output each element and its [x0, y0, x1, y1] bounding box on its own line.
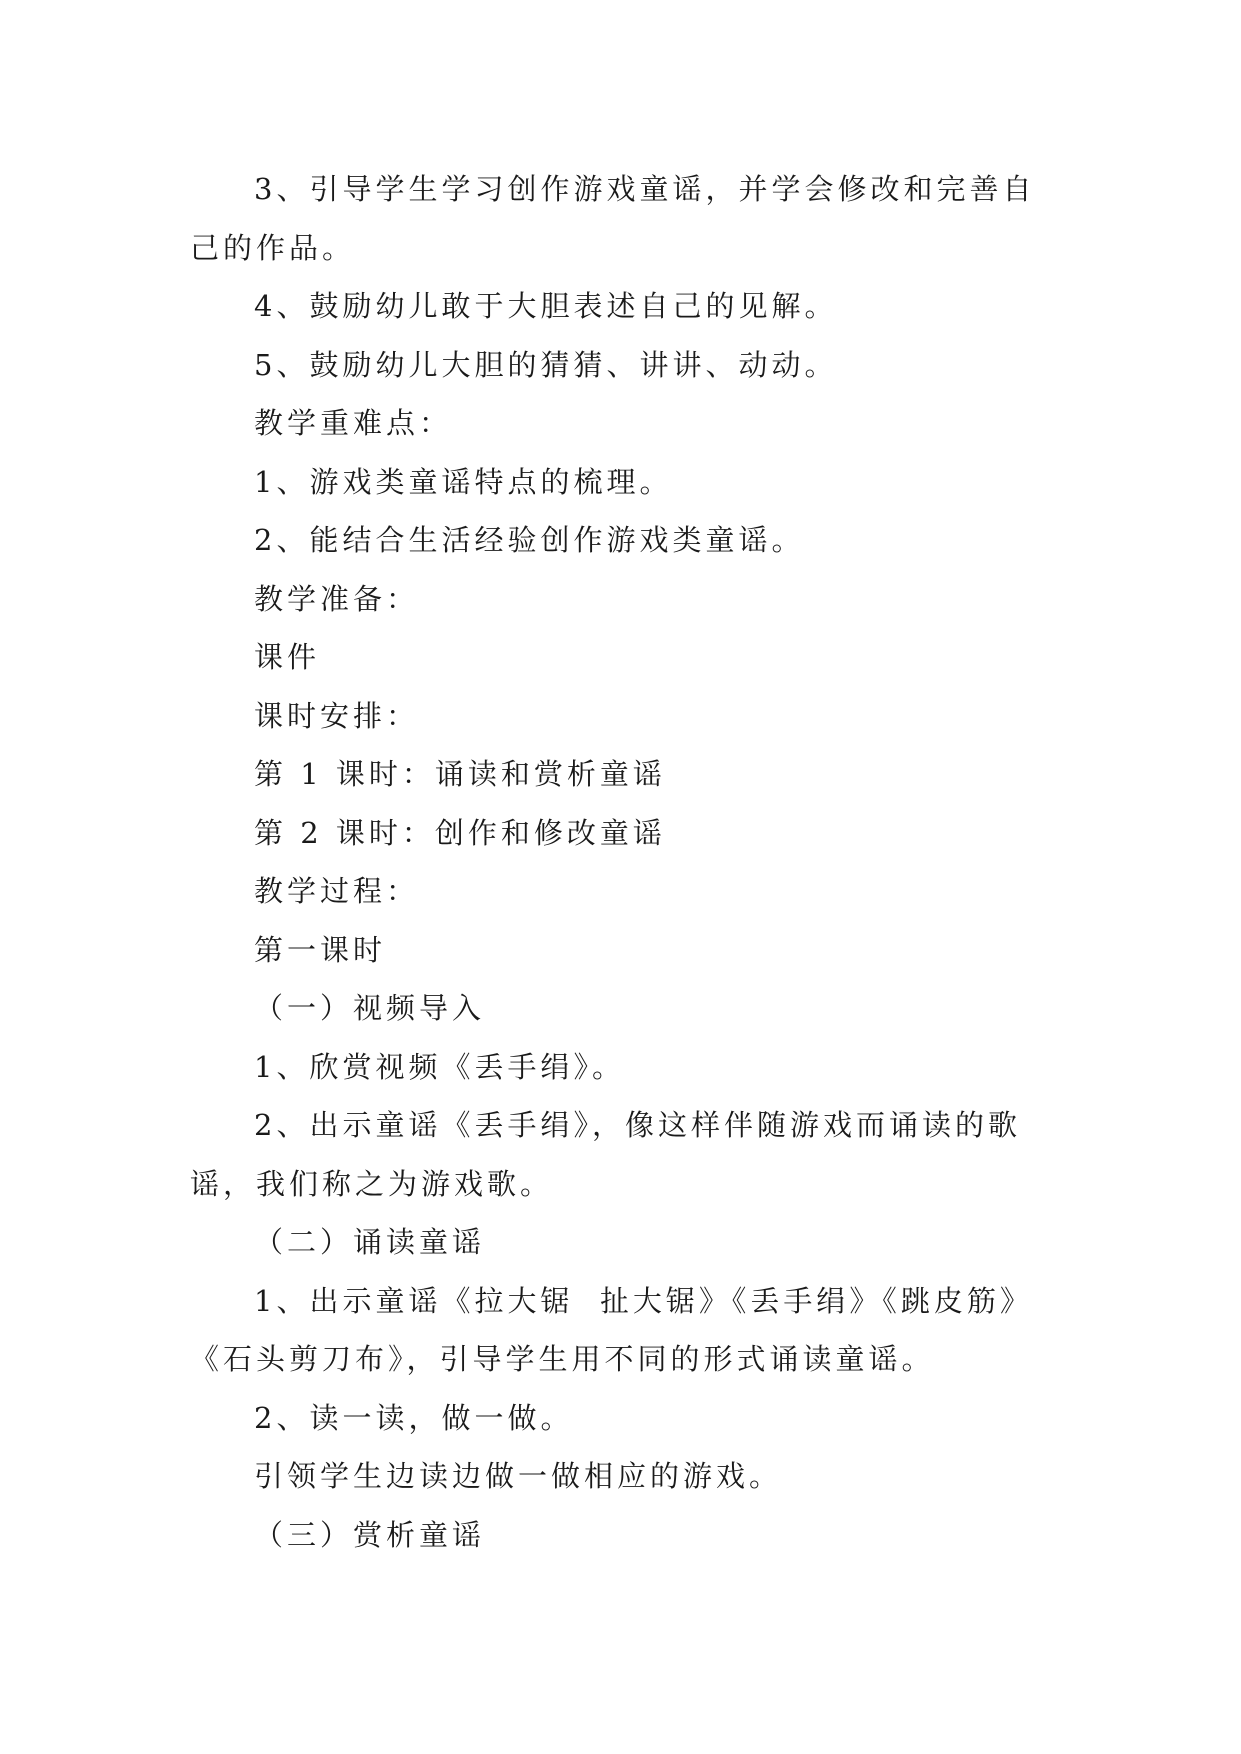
recite-step-note: 引领学生边读边做一做相应的游戏。 — [254, 1459, 783, 1493]
section-heading-preparation: 教学准备： — [254, 581, 420, 616]
lesson-heading-first: 第一课时 — [254, 932, 387, 967]
subsection-heading-video: （一）视频导入 — [254, 991, 486, 1025]
key-point-2: 2、能结合生活经验创作游戏类童谣。 — [254, 523, 805, 557]
objective-3: 3、引导学生学习创作游戏童谣，并学会修改和完善自己的作品。 — [190, 172, 1036, 265]
section-heading-schedule: 课时安排： — [254, 698, 420, 733]
section-heading-process: 教学过程： — [254, 874, 420, 908]
subsection-heading-appreciate: （三）赏析童谣 — [254, 1517, 486, 1552]
objective-4: 4、鼓励幼儿敢于大胆表述自己的见解。 — [254, 289, 838, 323]
video-step-2: 2、出示童谣《丢手绢》，像这样伴随游戏而诵读的歌谣，我们称之为游戏歌。 — [190, 1108, 1021, 1201]
recite-step-1: 1、出示童谣《拉大锯 扯大锯》《丢手绢》《跳皮筋》《石头剪刀布》，引导学生用不同的形式诵读童谣。 — [190, 1283, 1033, 1376]
schedule-lesson-2: 第 2 课时：创作和修改童谣 — [254, 815, 666, 850]
video-step-1: 1、欣赏视频《丢手绢》。 — [254, 1049, 625, 1084]
subsection-heading-recite: （二）诵读童谣 — [254, 1225, 486, 1259]
objective-5: 5、鼓励幼儿大胆的猜猜、讲讲、动动。 — [254, 347, 838, 382]
document-body — [190, 160, 1055, 1564]
preparation-item: 课件 — [254, 640, 321, 674]
recite-step-2: 2、读一读，做一做。 — [254, 1400, 574, 1435]
key-point-1: 1、游戏类童谣特点的梳理。 — [254, 464, 673, 499]
section-heading-key-points: 教学重难点： — [254, 406, 453, 440]
schedule-lesson-1: 第 1 课时：诵读和赏析童谣 — [254, 757, 666, 791]
